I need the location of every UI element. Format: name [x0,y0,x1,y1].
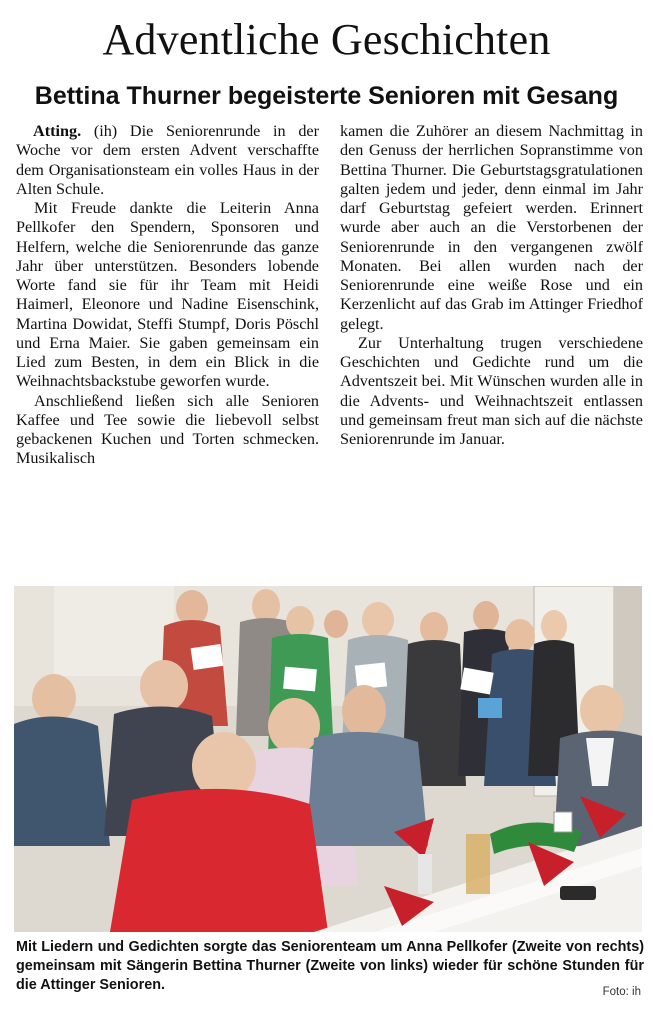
paragraph-1-text: (ih) Die Seniorenrunde in der Woche vor dem ersten Advent verschaffte dem Organisationsteam ein volles Haus in der Alten Schule. [16,122,320,198]
article-column-1 [16,122,319,469]
paragraph-5: Zur Unterhaltung trugen verschiedene Geschichten und Gedichte rund um die Adventszeit bei. Mit Wünschen wurden alle in die Advents- und Weihnachtszeit entlassen und gemeinsam freut man sich auf die nächste Seniorenrunde im Januar. [340,333,643,448]
byline: Atting. [33,122,82,140]
photo-caption [16,938,644,995]
paragraph-2: Mit Freude dankte die Leiterin Anna Pellkofer den Spendern, Sponsoren und Helfern, welche die Seniorenrunde das ganze Jahr über unterstützen. Besonders lobende Worte fand sie für ihr Team mit Heidi Haimerl, Eleonore und Nadine Eisenschink, Martina Dowidat, Steffi Stumpf, Doris Pöschl und Erna Maier. Sie gaben gemeinsam ein Lied zum Besten, in dem ein Blick in die Weihnachtsbackstube geworfen wurde. [16,199,319,391]
paragraph-4: kamen die Zuhörer an diesem Nachmittag in den Genuss der herrlichen Sopranstimme von Bettina Thurner. Die Geburtstagsgratulationen galten jedem und jeder, denn einmal im Jahr darf Geburtstag gefeiert werden. Erinnert wurde aber auch an die Verstorbenen der Seniorenrunde in den vergangenen zwölf Monaten. Bei allen wurden nach der Seniorenrunde eine weiße Rose und ein Kerzenlicht auf das Grab im Attinger Friedhof gelegt. [340,122,643,333]
caption-text: Mit Liedern und Gedichten sorgte das Seniorenteam um Anna Pellkofer (Zweite von rechts) gemeinsam mit Sängerin Bettina Thurner (Zweite von links) wieder für schöne Stunden für die Attinger Senioren. [16,939,644,993]
photo-illustration [14,586,642,932]
subheadline: Bettina Thurner begeisterte Senioren mit Gesang [34,82,619,110]
headline: Adventliche Geschichten [102,15,551,64]
article-column-2 [340,122,643,449]
photo-credit: Foto: ih [602,986,641,998]
paragraph-3: Anschließend ließen sich alle Senioren Kaffee und Tee sowie die liebevoll selbst gebackenen Kuchen und Torten schmecken. Musikalisch [16,391,319,468]
paragraph-1 [16,122,319,199]
article-photo [14,586,642,932]
